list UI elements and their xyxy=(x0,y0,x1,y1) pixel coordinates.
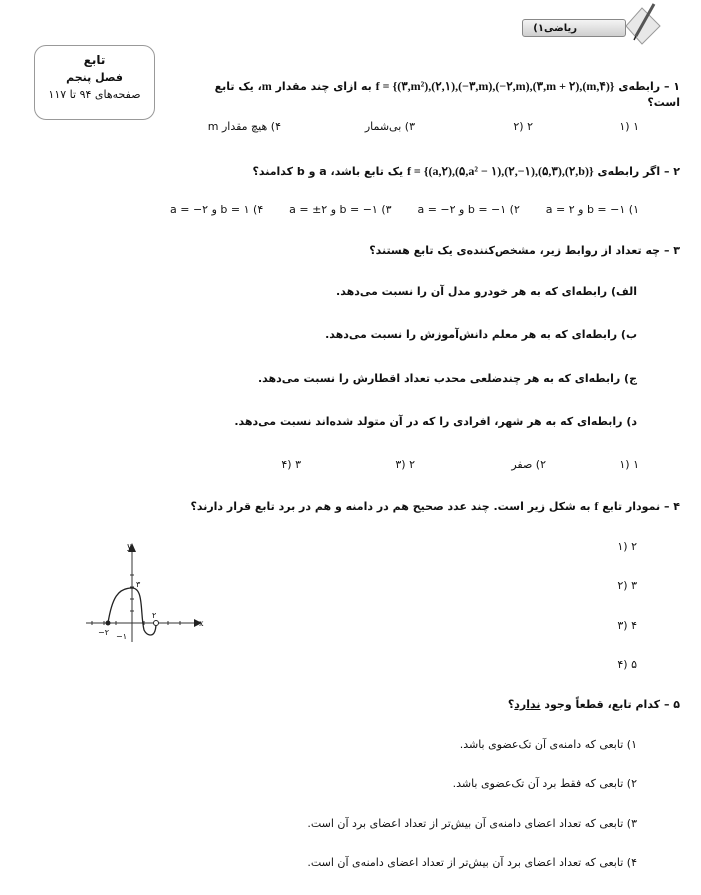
closed-point xyxy=(106,621,111,626)
question-text: یک تابع باشد، a و b کدامند؟ xyxy=(252,165,404,178)
statement-a: الف) رابطه‌ای که به هر خودرو مدل آن را نسبت می‌دهد. xyxy=(336,285,637,298)
function-graph xyxy=(84,538,204,644)
option-1-4[interactable]: ۴) هیچ مقدار m xyxy=(207,120,281,133)
option-4-4[interactable]: ۵ (۴ xyxy=(617,658,637,671)
option-3-1[interactable]: ۱ (۱ xyxy=(619,458,639,471)
statement-b: ب) رابطه‌ای که به هر معلم دانش‌آموزش را نسبت می‌دهد. xyxy=(325,328,637,341)
question-text: رابطه‌ی xyxy=(618,80,661,93)
option-1-1[interactable]: ۱ (۱ xyxy=(619,120,639,133)
option-3-4[interactable]: ۳ (۴ xyxy=(281,458,301,471)
statement-d: د) رابطه‌ای که به هر شهر، افرادی را که در آن متولد شده‌اند نسبت می‌دهد. xyxy=(234,415,637,428)
label-neg2: −۲ xyxy=(98,628,109,637)
question-2 xyxy=(252,164,680,179)
option-2-2[interactable]: ۲) b = −۱ و a = −۲ xyxy=(417,203,520,216)
option-5-1[interactable]: ۱) تابعی که دامنه‌ی آن تک‌عضوی باشد. xyxy=(459,738,637,751)
question-text: اگر رابطه‌ی xyxy=(597,165,661,178)
formula: f = {(a,۲),(۵,a² − ۱),(۲,−۱),(۵,۳),(۲,b)} xyxy=(406,164,594,178)
option-5-2[interactable]: ۲) تابعی که فقط برد آن تک‌عضوی باشد. xyxy=(452,777,637,790)
y-label: y xyxy=(127,541,132,551)
question-text: به ازای چند مقدار xyxy=(275,80,372,93)
question-text: کدام تابع، قطعاً وجود xyxy=(544,698,661,711)
option-2-1[interactable]: ۱) b = −۱ و a = ۲ xyxy=(545,203,639,216)
label-3: ۳ xyxy=(136,580,141,589)
question-number: ۲ – xyxy=(663,165,680,178)
question-3 xyxy=(369,244,680,257)
question-text: ، یک تابع است؟ xyxy=(214,80,680,109)
question-number: ۱ – xyxy=(663,80,680,93)
question-number: ۵ – xyxy=(663,698,680,711)
question-number: ۴ – xyxy=(663,500,680,513)
label-neg1: −۱ xyxy=(116,632,127,641)
question-1 xyxy=(190,78,680,111)
question-2-options xyxy=(170,203,639,216)
option-5-3[interactable]: ۳) تابعی که تعداد اعضای دامنه‌ی آن بیش‌تر از تعداد اعضای برد آن است. xyxy=(307,817,637,830)
option-1-2[interactable]: ۲ (۲ xyxy=(513,120,533,133)
option-2-4[interactable]: ۴) b = ۱ و a = −۲ xyxy=(170,203,264,216)
question-text: نمودار تابع xyxy=(602,500,661,513)
question-4 xyxy=(190,499,680,514)
chapter-topic: تابع xyxy=(83,53,106,67)
question-text: چه تعداد از روابط زیر، مشخص‌کننده‌ی یک تابع هستند؟ xyxy=(369,244,661,257)
option-4-2[interactable]: ۳ (۲ xyxy=(617,579,637,592)
question-text: به شکل زیر است. چند عدد صحیح هم در دامنه و هم در برد تابع قرار دارند؟ xyxy=(190,500,591,513)
chapter-pages: صفحه‌های ۹۴ تا ۱۱۷ xyxy=(48,88,141,101)
formula: f = {(۳,m²),(۲,۱),(−۳,m),(−۲,m),(۳,m + ۲),(m,۴)} xyxy=(375,79,615,93)
chapter-box xyxy=(34,45,155,120)
pen-icon xyxy=(622,2,662,46)
label-2: ۲ xyxy=(152,611,157,620)
option-1-3[interactable]: ۳) بی‌شمار xyxy=(364,120,415,133)
option-5-4[interactable]: ۴) تابعی که تعداد اعضای برد آن بیش‌تر از تعداد اعضای دامنه‌ی آن است. xyxy=(307,856,637,869)
variable: m xyxy=(261,79,272,93)
question-text: ؟ xyxy=(507,698,515,711)
chapter-number: فصل پنجم xyxy=(66,71,123,84)
option-2-3[interactable]: ۳) b = −۱ و a = ±۲ xyxy=(289,203,392,216)
underlined-word: ندارد xyxy=(514,698,541,711)
open-point xyxy=(154,621,159,626)
option-4-3[interactable]: ۴ (۳ xyxy=(617,619,637,632)
question-5 xyxy=(508,698,680,711)
x-label: x xyxy=(199,618,204,628)
subject-tab xyxy=(522,19,626,37)
question-number: ۳ – xyxy=(663,244,680,257)
statement-c: ج) رابطه‌ای که به هر چندضلعی محدب تعداد اقطارش را نسبت می‌دهد. xyxy=(257,372,637,385)
option-4-1[interactable]: ۲ (۱ xyxy=(617,540,637,553)
option-3-2[interactable]: ۲) صفر xyxy=(511,458,546,471)
subject-label: ریاضی۱) xyxy=(533,23,577,34)
variable: f xyxy=(594,499,599,513)
option-3-3[interactable]: ۲ (۳ xyxy=(395,458,415,471)
